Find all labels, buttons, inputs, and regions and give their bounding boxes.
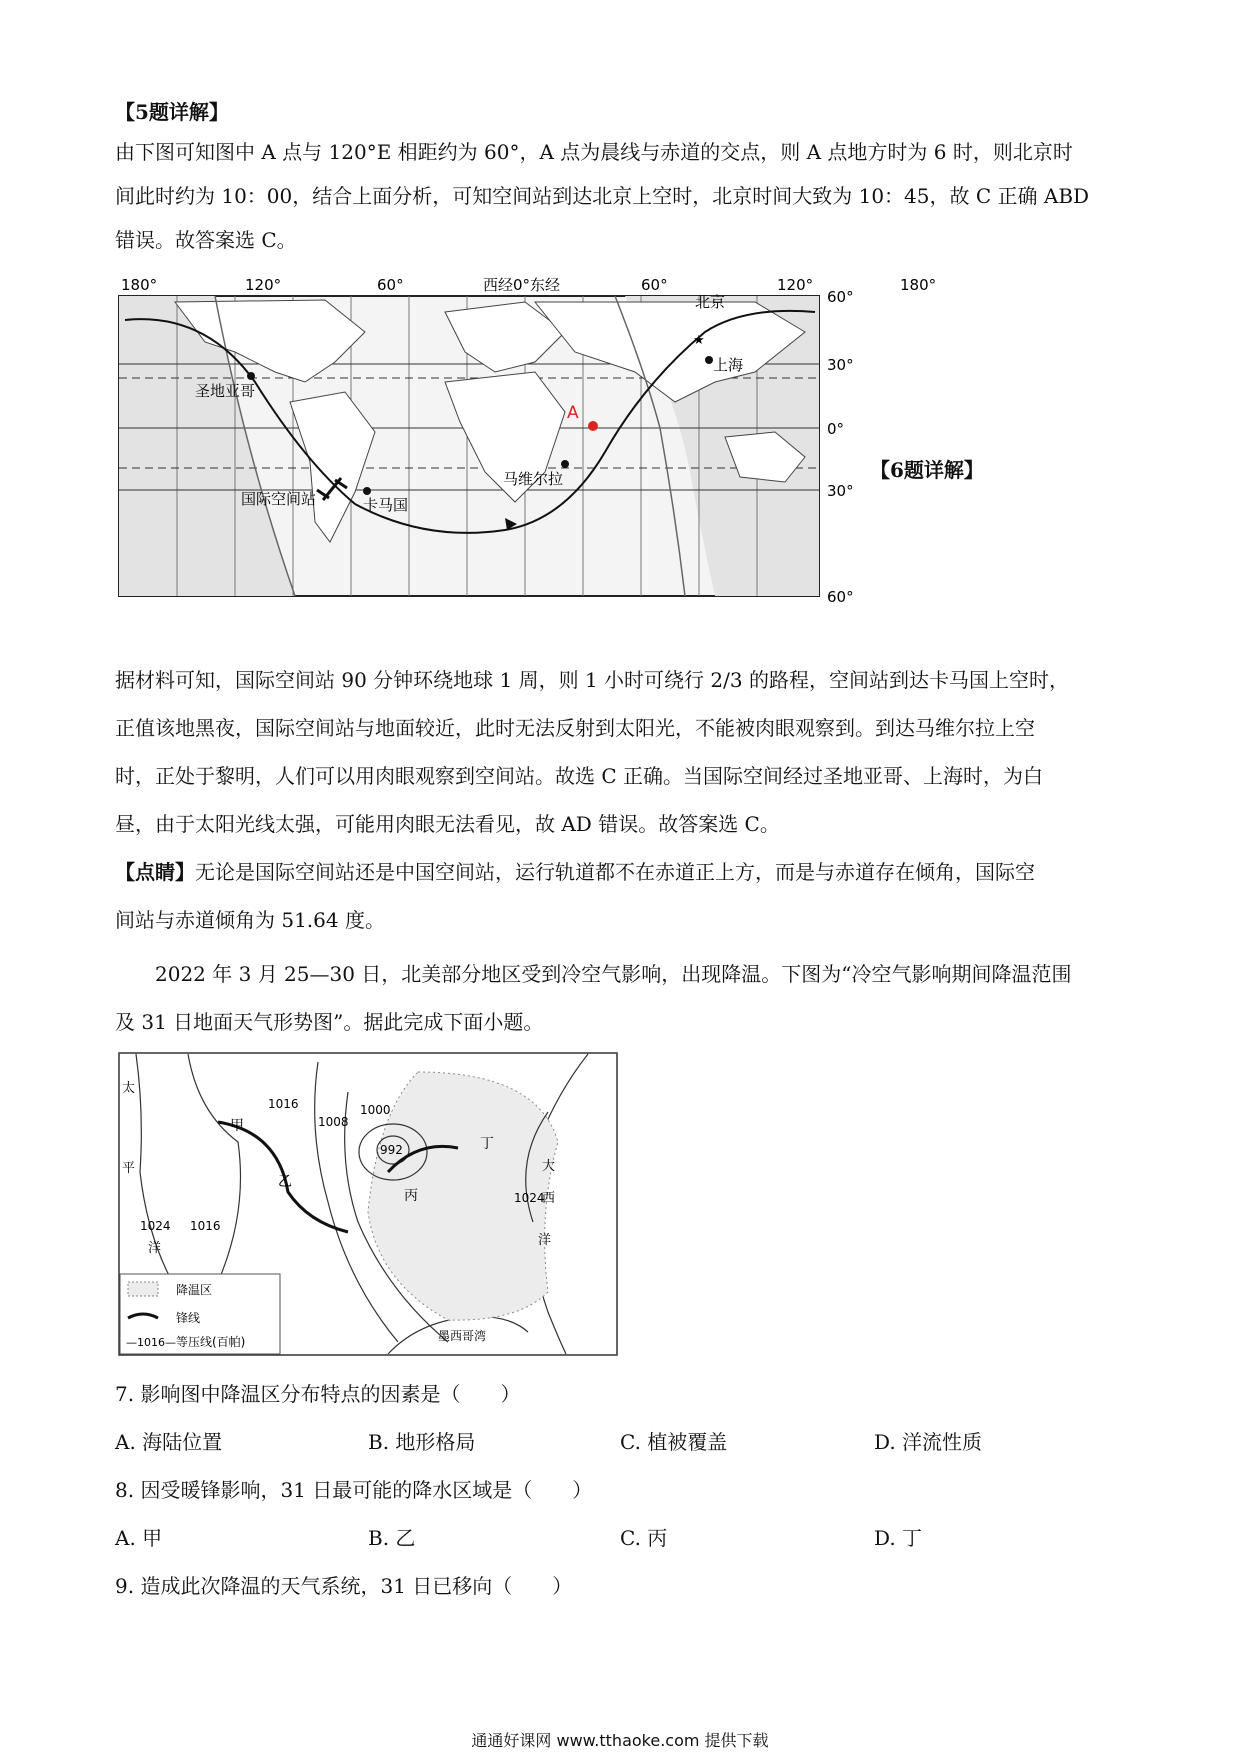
isobar-label-1024-a: 1024 [140, 1219, 171, 1233]
beijing-star-icon: ★ [693, 333, 705, 348]
question-9-stem: 9. 造成此次降温的天气系统，31 日已移向（ ） [115, 1574, 573, 1598]
ocean-atlantic-1: 大 [542, 1159, 556, 1174]
q5-heading: 【5题详解】 [115, 100, 229, 124]
lon-label-120w: 120° [245, 276, 282, 294]
q5-line2: 间此时约为 10：00，结合上面分析，可知空间站到达北京上空时，北京时间大致为 10：45，故 C 正确 ABD [115, 184, 1090, 208]
intro-line2: 及 31 日地面天气形势图”。据此完成下面小题。 [115, 1010, 544, 1034]
lat-label-60s: 60° [827, 588, 854, 606]
q8-option-c: C. 丙 [620, 1526, 668, 1550]
na-weather-map [118, 1052, 618, 1356]
region-bing: 丙 [404, 1188, 418, 1204]
region-jia: 甲 [230, 1118, 244, 1134]
lon-label-180e: 180° [900, 276, 937, 294]
region-ding: 丁 [480, 1136, 494, 1152]
marker-kama [363, 487, 371, 495]
q6-line2: 正值该地黑夜，国际空间站与地面较近，此时无法反射到太阳光，不能被肉眼观察到。到达马维尔拉上空 [115, 716, 1035, 740]
lon-label-60w: 60° [377, 276, 404, 294]
lon-label-60e: 60° [641, 276, 668, 294]
ocean-atlantic-3: 洋 [538, 1233, 552, 1248]
q7-option-d: D. 洋流性质 [874, 1430, 983, 1454]
q5-line1: 由下图可知图中 A 点与 120°E 相距约为 60°，A 点为晨线与赤道的交点，则 A 点地方时为 6 时，则北京时 [115, 140, 1073, 164]
world-map-figure [115, 272, 955, 632]
q8-option-b: B. 乙 [368, 1526, 416, 1550]
lon-label-120e: 120° [777, 276, 814, 294]
tip-line2: 间站与赤道倾角为 51.64 度。 [115, 908, 385, 932]
label-mavira: 马维尔拉 [503, 470, 564, 488]
lon-label-180w: 180° [121, 276, 158, 294]
isobar-label-1008: 1008 [318, 1115, 349, 1129]
tip-text: 无论是国际空间站还是中国空间站，运行轨道都不在赤道正上方，而是与赤道存在倾角，国际空 [195, 860, 1035, 884]
label-kama: 卡马国 [363, 496, 409, 514]
tip-line1 [115, 848, 1135, 896]
q7-option-b: B. 地形格局 [368, 1430, 476, 1454]
marker-santiago [247, 372, 255, 380]
isobar-label-1024-b: 1024 [514, 1191, 545, 1205]
legend-isobar: 等压线(百帕) [176, 1335, 246, 1349]
ocean-pacific-2: 平 [122, 1161, 136, 1176]
gulf-label: 墨西哥湾 [438, 1329, 487, 1343]
lat-label-30s: 30° [827, 482, 854, 500]
lat-label-60n: 60° [827, 288, 854, 306]
legend-isobar-sample: —1016— [126, 1336, 176, 1349]
legend-cooling: 降温区 [176, 1283, 213, 1297]
tip-label: 【点睛】 [115, 860, 195, 884]
label-santiago: 圣地亚哥 [195, 382, 256, 400]
ocean-pacific-3: 洋 [148, 1241, 162, 1256]
intro-line1: 2022 年 3 月 25—30 日，北美部分地区受到冷空气影响，出现降温。下图为“冷空气影响期间降温范围 [155, 962, 1072, 986]
q7-option-a: A. 海陆位置 [115, 1430, 223, 1454]
page-footer: 通通好课网 www.tthaoke.com 提供下载 [471, 1731, 769, 1750]
lon-label-0: 西经0°东经 [483, 276, 561, 294]
isobar-label-1000: 1000 [360, 1103, 391, 1117]
q7-option-c: C. 植被覆盖 [620, 1430, 728, 1454]
region-yi: 乙 [278, 1174, 292, 1190]
marker-mavira [561, 460, 569, 468]
isobar-label-1016-b: 1016 [190, 1219, 221, 1233]
q5-line3: 错误。故答案选 C。 [115, 228, 297, 252]
q8-option-d: D. 丁 [874, 1526, 923, 1550]
label-point-a: A [567, 403, 579, 423]
question-8-stem: 8. 因受暖锋影响，31 日最可能的降水区域是（ ） [115, 1478, 593, 1502]
question-7-stem: 7. 影响图中降温区分布特点的因素是（ ） [115, 1382, 521, 1406]
q6-line1: 据材料可知，国际空间站 90 分钟环绕地球 1 周，则 1 小时可绕行 2/3 的路程，空间站到达卡马国上空时， [115, 668, 1069, 692]
label-iss: 国际空间站 [241, 490, 317, 508]
lat-label-30n: 30° [827, 356, 854, 374]
q6-heading: 【6题详解】 [870, 458, 984, 482]
point-a-marker [588, 421, 598, 431]
label-beijing: 北京 [695, 293, 726, 311]
ocean-pacific-1: 太 [122, 1081, 136, 1096]
isobar-label-1016-a: 1016 [268, 1097, 299, 1111]
ocean-atlantic-2: 西 [542, 1191, 556, 1206]
q8-option-a: A. 甲 [115, 1526, 163, 1550]
marker-shanghai [705, 356, 713, 364]
legend-cooling-swatch [128, 1282, 158, 1296]
lat-label-0: 0° [827, 420, 845, 438]
legend-front: 锋线 [176, 1311, 201, 1325]
q6-line3: 时，正处于黎明，人们可以用肉眼观察到空间站。故选 C 正确。当国际空间经过圣地亚哥、上海时，为白 [115, 764, 1044, 788]
q6-line4: 昼，由于太阳光线太强，可能用肉眼无法看见，故 AD 错误。故答案选 C。 [115, 812, 780, 836]
label-shanghai: 上海 [713, 356, 744, 374]
isobar-label-992: 992 [380, 1143, 403, 1157]
